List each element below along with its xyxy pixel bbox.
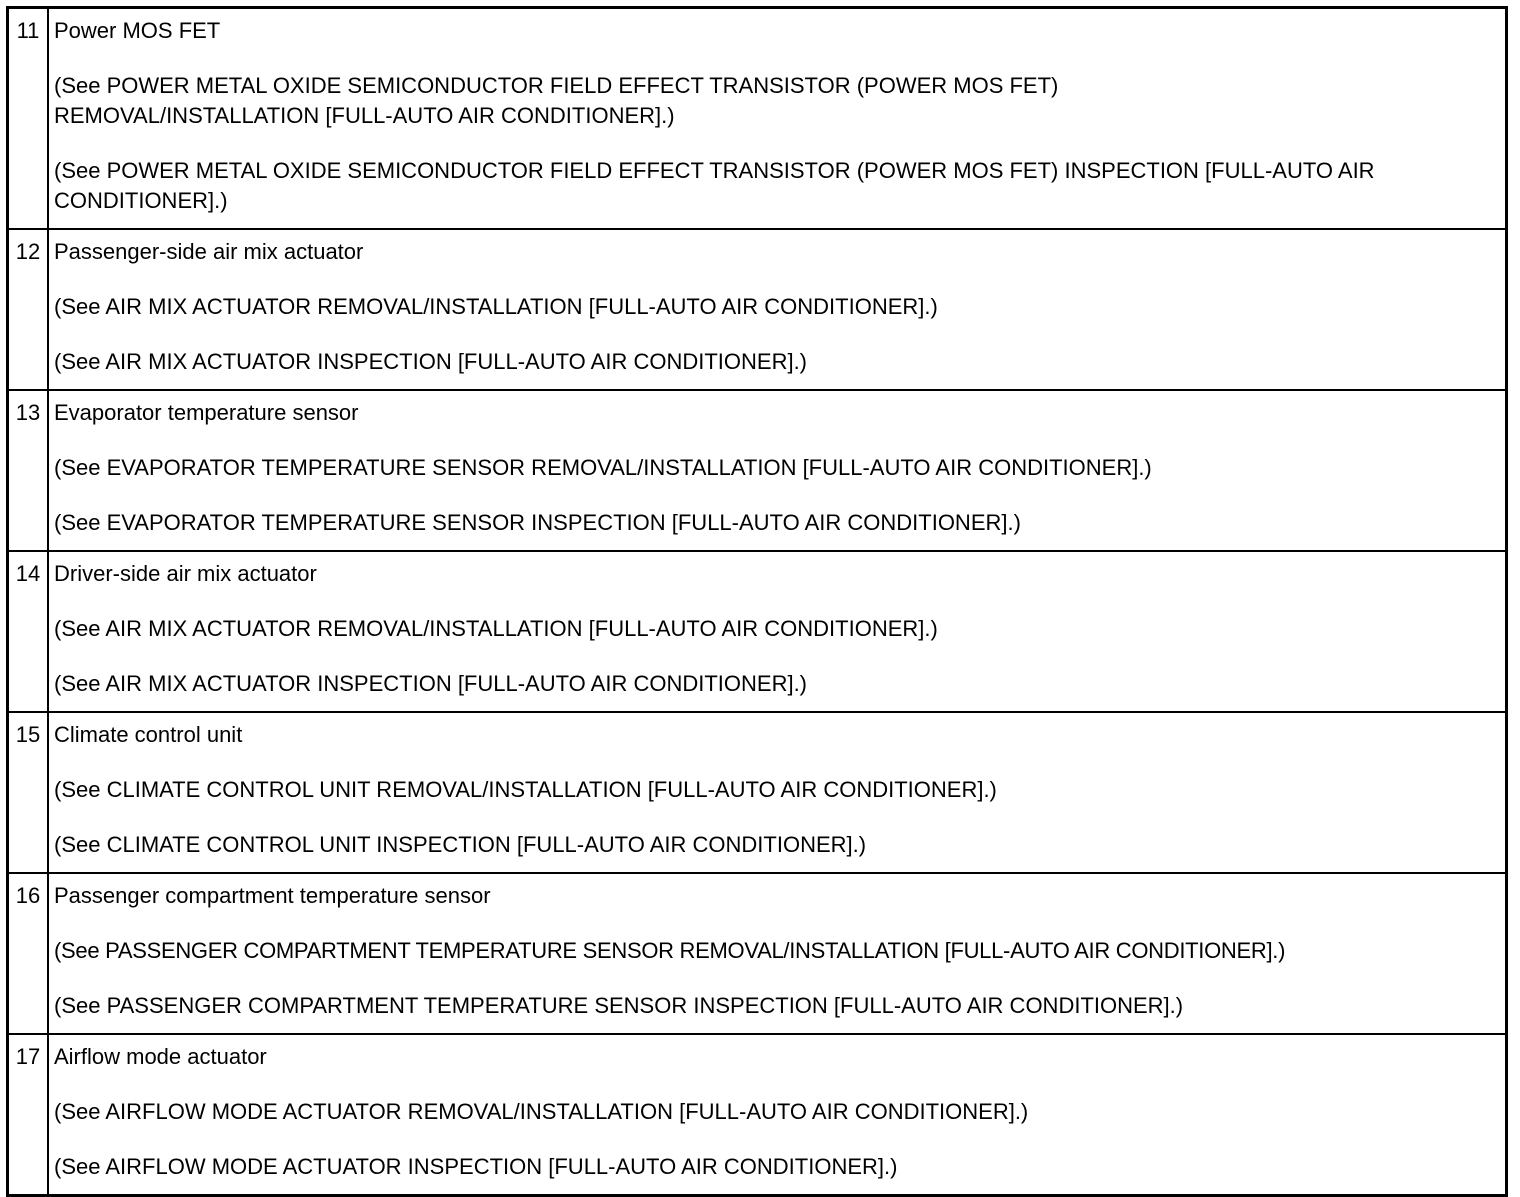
item-title: Passenger-side air mix actuator: [54, 239, 364, 264]
removal-installation-link[interactable]: (See EVAPORATOR TEMPERATURE SENSOR REMOVAL/INSTALLATION [FULL-AUTO AIR CONDITIONER].): [54, 455, 1152, 480]
item-number: 15: [8, 712, 49, 873]
table-row: [8, 1034, 1507, 1196]
item-content: [48, 873, 1507, 1034]
item-number: 11: [8, 8, 49, 230]
inspection-link[interactable]: (See PASSENGER COMPARTMENT TEMPERATURE SENSOR INSPECTION [FULL-AUTO AIR CONDITIONER].): [54, 993, 1184, 1018]
table-row: [8, 873, 1507, 1034]
table-row: [8, 229, 1507, 390]
item-number: 16: [8, 873, 49, 1034]
item-title: Climate control unit: [54, 722, 243, 747]
item-content: [48, 8, 1507, 230]
removal-installation-link[interactable]: (See PASSENGER COMPARTMENT TEMPERATURE SENSOR REMOVAL/INSTALLATION [FULL-AUTO AIR CONDITIONER].): [54, 938, 1286, 963]
item-title: Evaporator temperature sensor: [54, 400, 359, 425]
item-number: 17: [8, 1034, 49, 1196]
item-title: Power MOS FET: [54, 18, 221, 43]
item-title: Airflow mode actuator: [54, 1044, 267, 1069]
inspection-link[interactable]: (See AIRFLOW MODE ACTUATOR INSPECTION [FULL-AUTO AIR CONDITIONER].): [54, 1154, 898, 1179]
item-number: 14: [8, 551, 49, 712]
removal-installation-link[interactable]: (See AIR MIX ACTUATOR REMOVAL/INSTALLATION [FULL-AUTO AIR CONDITIONER].): [54, 294, 938, 319]
item-content: [48, 712, 1507, 873]
item-content: [48, 229, 1507, 390]
item-number: 13: [8, 390, 49, 551]
item-content: [48, 1034, 1507, 1196]
item-content: [48, 551, 1507, 712]
removal-installation-link[interactable]: (See AIR MIX ACTUATOR REMOVAL/INSTALLATION [FULL-AUTO AIR CONDITIONER].): [54, 616, 938, 641]
table-row: [8, 390, 1507, 551]
component-reference-table: [6, 6, 1508, 1197]
removal-installation-link[interactable]: (See POWER METAL OXIDE SEMICONDUCTOR FIELD EFFECT TRANSISTOR (POWER MOS FET) REMOVAL/INSTALLATION [FULL-AUTO AIR CONDITIONER].): [54, 73, 1059, 128]
removal-installation-link[interactable]: (See AIRFLOW MODE ACTUATOR REMOVAL/INSTALLATION [FULL-AUTO AIR CONDITIONER].): [54, 1099, 1029, 1124]
inspection-link[interactable]: (See AIR MIX ACTUATOR INSPECTION [FULL-AUTO AIR CONDITIONER].): [54, 671, 808, 696]
inspection-link[interactable]: (See AIR MIX ACTUATOR INSPECTION [FULL-AUTO AIR CONDITIONER].): [54, 349, 808, 374]
item-number: 12: [8, 229, 49, 390]
item-title: Passenger compartment temperature sensor: [54, 883, 491, 908]
table-row: [8, 551, 1507, 712]
item-content: [48, 390, 1507, 551]
removal-installation-link[interactable]: (See CLIMATE CONTROL UNIT REMOVAL/INSTALLATION [FULL-AUTO AIR CONDITIONER].): [54, 777, 997, 802]
table-row: [8, 712, 1507, 873]
inspection-link[interactable]: (See CLIMATE CONTROL UNIT INSPECTION [FULL-AUTO AIR CONDITIONER].): [54, 832, 867, 857]
item-title: Driver-side air mix actuator: [54, 561, 317, 586]
inspection-link[interactable]: (See POWER METAL OXIDE SEMICONDUCTOR FIELD EFFECT TRANSISTOR (POWER MOS FET) INSPECTION [FULL-AUTO AIR CONDITIONER].): [54, 158, 1375, 213]
table-row: [8, 8, 1507, 230]
inspection-link[interactable]: (See EVAPORATOR TEMPERATURE SENSOR INSPECTION [FULL-AUTO AIR CONDITIONER].): [54, 510, 1021, 535]
